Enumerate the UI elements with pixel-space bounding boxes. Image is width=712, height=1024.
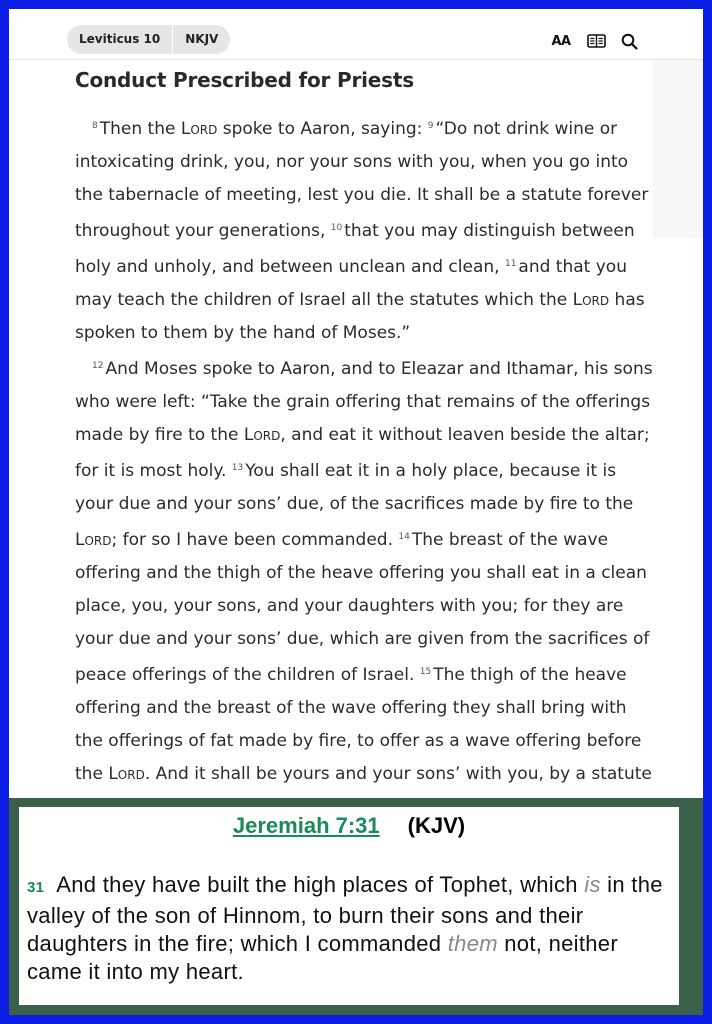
lord-small-caps: Lord xyxy=(108,764,145,784)
verse-8-text-end: spoke to Aaron, saying: xyxy=(217,119,428,139)
verse-number: 14 xyxy=(398,532,410,542)
verse-12-text-end: , and eat it without leaven beside the altar; for it is most holy. xyxy=(75,425,650,481)
verse-10-text: that you may distinguish between holy and unholy, and between unclean and clean, xyxy=(75,221,635,277)
jeremiah-text-part: And they have built the high places of Tophet, which xyxy=(56,872,585,897)
reader-toolbar xyxy=(9,9,703,60)
verse-number: 9 xyxy=(427,121,434,131)
jeremiah-text-part: not, neither came it into my heart. xyxy=(27,931,618,984)
font-size-icon[interactable] xyxy=(549,31,573,51)
book-chapter-button[interactable]: Leviticus 10 xyxy=(79,32,161,46)
lord-small-caps: Lord xyxy=(243,425,281,445)
jeremiah-reference-link[interactable]: Jeremiah 7:31 xyxy=(232,813,380,838)
verse-8-text: Then the xyxy=(99,119,181,139)
verse-number: 10 xyxy=(330,223,343,233)
lord-small-caps: Lord xyxy=(572,290,610,310)
verse-number: 13 xyxy=(231,463,244,473)
magnifier-glyph xyxy=(621,33,638,50)
verse-13-text-end: ; for so I have been commanded. xyxy=(111,530,399,550)
jeremiah-version: (KJV) xyxy=(407,813,466,838)
lord-small-caps: Lord xyxy=(180,119,218,139)
verse-9-text: “Do not drink wine or intoxicating drink, you, nor your sons with you, when you go into the tabernacle of meeting, lest you die. It shall be a statute forever throughout your generations, xyxy=(75,119,649,241)
verse-number: 11 xyxy=(504,259,517,269)
page-edge-shade xyxy=(653,60,703,238)
section-heading: Conduct Prescribed for Priests xyxy=(75,68,414,92)
verse-15-text-mid: . And it shall be yours and your sons’ with you, by a statute xyxy=(144,764,652,784)
paragraph-2 xyxy=(75,350,655,824)
kjv-italic-word: them xyxy=(447,931,498,956)
jeremiah-text-part: in the valley of the son of Hinnom, to burn their sons and their daughters in the fire; which I commanded xyxy=(27,872,663,956)
book-layout-icon[interactable] xyxy=(585,31,607,51)
verse-number: 12 xyxy=(92,361,104,371)
reference-selector xyxy=(67,25,230,54)
font-size-label: AA xyxy=(551,33,571,49)
passage-text xyxy=(75,110,655,824)
verse-11-text-end: has spoken to them by the hand of Moses.” xyxy=(75,290,645,343)
version-button[interactable]: NKJV xyxy=(185,32,219,46)
verse-13-text: You shall eat it in a holy place, because it is your due and your sons’ due, of the sacrifices made by fire to the xyxy=(75,461,634,514)
jeremiah-verse-text xyxy=(27,871,675,986)
jeremiah-verse-number: 31 xyxy=(27,879,45,896)
verse-number: 8 xyxy=(92,121,98,131)
kjv-italic-word: is xyxy=(584,872,601,897)
search-icon[interactable] xyxy=(619,31,639,51)
jeremiah-heading xyxy=(19,813,679,839)
screenshot-frame xyxy=(9,9,703,1015)
verse-11-text: and that you may teach the children of Israel all the statutes which the xyxy=(75,257,627,310)
paragraph-1 xyxy=(75,110,655,350)
scripture-view xyxy=(9,60,703,798)
verse-15-text: The thigh of the heave offering and the breast of the wave offering they shall bring with the offerings of fat made by fire, to offer as a wave offering before the xyxy=(75,665,642,784)
verse-number: 15 xyxy=(419,667,432,677)
lord-small-caps: Lord xyxy=(75,530,112,550)
jeremiah-panel xyxy=(9,798,703,1015)
book-layout-glyph xyxy=(587,34,606,48)
jeremiah-card xyxy=(19,807,679,1005)
verse-14-text: The breast of the wave offering and the thigh of the heave offering you shall eat in a clean place, you, your sons, and your daughters with you; for they are your due and your sons’ due, which are given from the sacrifices of peace offerings of the children of Israel. xyxy=(75,530,650,685)
verse-12-text: And Moses spoke to Aaron, and to Eleazar and Ithamar, his sons who were left: “Take the grain offering that remains of the offerings made by fire to the xyxy=(75,359,653,445)
